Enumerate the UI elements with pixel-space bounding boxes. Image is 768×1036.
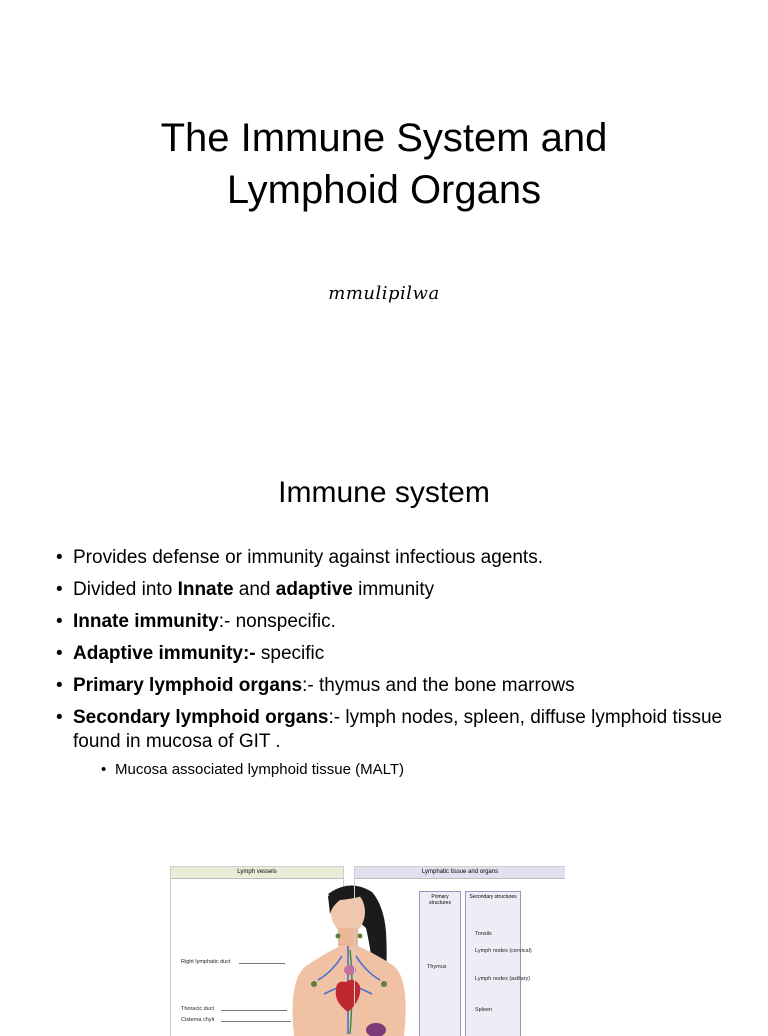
bullet-bold-term: Adaptive immunity:- xyxy=(73,643,256,664)
bullet-text: :- thymus and the bone marrows xyxy=(302,675,575,696)
bullet-bold-term: Innate xyxy=(177,579,234,600)
figure-label: Lymph nodes (cervical) xyxy=(475,948,532,954)
leader-line xyxy=(221,1010,287,1011)
bullet-text: specific xyxy=(255,643,325,664)
bullet-text: Provides defense or immunity against infectious agents. xyxy=(73,547,543,568)
slide-title-line-1: The Immune System and xyxy=(160,116,608,160)
slide-title xyxy=(0,112,768,216)
content-slide-title: Immune system xyxy=(278,476,490,509)
column-header: Secondary structures xyxy=(469,894,517,900)
lymphatic-organs-panel xyxy=(354,866,565,1036)
bullet-text: Divided into xyxy=(73,579,178,600)
bullet-text: :- lymph nodes, spleen, diffuse lymphoid tissue found in mucosa of GIT . xyxy=(73,707,723,752)
bullet-bold-term: Secondary lymphoid organs xyxy=(73,707,329,728)
figure-label: Spleen xyxy=(475,1007,493,1013)
figure-label: Thymus xyxy=(427,964,447,970)
bullet-text: :- nonspecific. xyxy=(218,611,336,632)
figure-label: Tonsils xyxy=(475,931,492,937)
author-name: mmulipilwa xyxy=(328,283,440,304)
leader-line xyxy=(239,963,285,964)
figure-label: Lymph nodes (axillary) xyxy=(475,976,531,982)
bullet-bold-term: Innate immunity xyxy=(73,611,219,632)
bullet-item xyxy=(56,706,726,780)
sub-bullet-list xyxy=(73,760,726,780)
sub-bullet-item: • Mucosa associated lymphoid tissue (MALT) xyxy=(101,760,726,780)
lymphatic-system-figure xyxy=(170,866,565,1036)
slide-title-line-2: Lymphoid Organs xyxy=(226,168,542,212)
bullet-item xyxy=(56,578,726,602)
bullet-text: and xyxy=(233,579,276,600)
panel-header: Lymph vessels xyxy=(171,867,343,879)
panel-header: Lymphatic tissue and organs xyxy=(355,867,565,879)
bullet-item xyxy=(56,642,726,666)
bullet-text: immunity xyxy=(352,579,435,600)
figure-label: Right lymphatic duct xyxy=(181,959,231,965)
bullet-item xyxy=(56,610,726,634)
bullet-list xyxy=(56,546,726,788)
bullet-bold-term: Primary lymphoid organs xyxy=(73,675,303,696)
bullet-bold-term: adaptive xyxy=(275,579,353,600)
bullet-item xyxy=(56,674,726,698)
secondary-structures-column xyxy=(465,891,521,1036)
bullet-item xyxy=(56,546,726,570)
title-slide xyxy=(0,0,768,440)
figure-label: Cisterna chyli xyxy=(181,1017,215,1023)
figure-label: Thoracic duct xyxy=(181,1006,215,1012)
content-slide xyxy=(0,440,768,1024)
column-header: Primary structures xyxy=(429,894,451,906)
